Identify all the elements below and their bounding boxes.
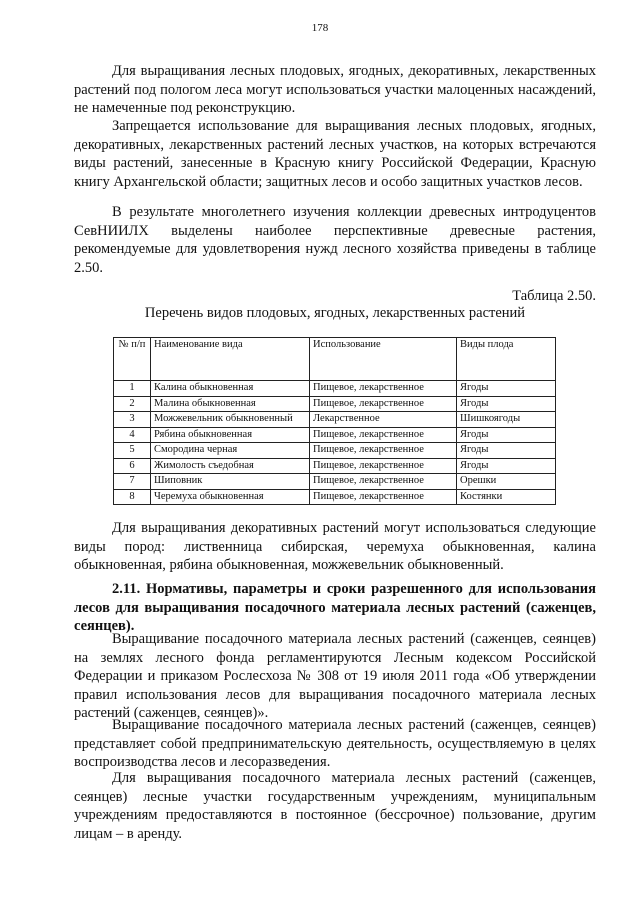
header-num: № п/п — [114, 338, 151, 381]
cell-name: Смородина черная — [151, 443, 310, 459]
cell-use: Пищевое, лекарственное — [310, 458, 457, 474]
cell-name: Калина обыкновенная — [151, 381, 310, 397]
table-row — [114, 381, 556, 397]
cell-use: Пищевое, лекарственное — [310, 381, 457, 397]
cell-use: Пищевое, лекарственное — [310, 396, 457, 412]
table-row — [114, 427, 556, 443]
table-label: Таблица 2.50. — [512, 288, 596, 304]
cell-use: Пищевое, лекарственное — [310, 427, 457, 443]
cell-use: Пищевое, лекарственное — [310, 443, 457, 459]
cell-fruit: Ягоды — [457, 427, 556, 443]
cell-fruit: Орешки — [457, 474, 556, 490]
cell-name: Можжевельник обыкновенный — [151, 412, 310, 428]
cell-num: 8 — [114, 489, 151, 505]
paragraph-decorative: Для выращивания декоративных растений могут использоваться следующие виды пород: лиственница сибирская, черемуха обыкновенная, калина обыкновенная, рябина обыкновенная, можжевельник обыкновенный. — [74, 520, 596, 574]
species-table — [113, 337, 556, 505]
header-use: Использование — [310, 338, 457, 381]
table-row — [114, 458, 556, 474]
paragraph-6: Для выращивания посадочного материала лесных растений (саженцев, сеянцев) лесные участки государственным учреждениям, муниципальным учреждениям предоставляются в постоянное (бессрочное) пользование, другим лицам – в аренду. — [74, 770, 596, 842]
table-row — [114, 489, 556, 505]
cell-num: 5 — [114, 443, 151, 459]
cell-num: 3 — [114, 412, 151, 428]
section-heading-2-11: 2.11. Нормативы, параметры и сроки разрешенного для использования лесов для выращивания посадочного материала лесных растений (саженцев, сеянцев). — [74, 581, 596, 635]
cell-name: Шиповник — [151, 474, 310, 490]
cell-num: 1 — [114, 381, 151, 397]
cell-name: Жимолость съедобная — [151, 458, 310, 474]
header-fruit: Виды плода — [457, 338, 556, 381]
paragraph-3: В результате многолетнего изучения коллекции древесных интродуцентов СевНИИЛХ выделены наиболее перспективные древесные растения, рекомендуемые для удовлетворения нужд лесного хозяйства приведены в таблице 2.50. — [74, 204, 596, 276]
table-row — [114, 474, 556, 490]
cell-fruit: Ягоды — [457, 458, 556, 474]
paragraph-5: Выращивание посадочного материала лесных растений (саженцев, сеянцев) представляет собой предпринимательскую деятельность, осуществляемую в целях воспроизводства лесов и лесоразведения. — [74, 717, 596, 771]
cell-fruit: Ягоды — [457, 381, 556, 397]
table-header-row — [114, 338, 556, 381]
cell-fruit: Ягоды — [457, 443, 556, 459]
paragraph-1: Для выращивания лесных плодовых, ягодных, декоративных, лекарственных растений под пологом леса могут использоваться участки малоценных насаждений, не намеченные под реконструкцию. — [74, 63, 596, 117]
cell-name: Рябина обыкновенная — [151, 427, 310, 443]
cell-use: Лекарственное — [310, 412, 457, 428]
cell-fruit: Ягоды — [457, 396, 556, 412]
paragraph-2: Запрещается использование для выращивания лесных плодовых, ягодных, декоративных, лекарственных растений лесных участков, на которых встречаются виды растений, занесенные в Красную книгу Российской Федерации, Красную книгу Архангельской области; защитных лесов и особо защитных участков лесов. — [74, 118, 596, 190]
cell-fruit: Шишкоягоды — [457, 412, 556, 428]
table-row — [114, 396, 556, 412]
paragraph-4: Выращивание посадочного материала лесных растений (саженцев, сеянцев) на землях лесного фонда регламентируются Лесным кодексом Российской Федерации и приказом Рослесхоза № 308 от 19 июля 2011 года «Об утверждении правил использования лесов для выращивания посадочного материала лесных растений (саженцев, сеянцев)». — [74, 631, 596, 722]
table-row — [114, 443, 556, 459]
cell-num: 4 — [114, 427, 151, 443]
cell-name: Малина обыкновенная — [151, 396, 310, 412]
cell-num: 6 — [114, 458, 151, 474]
cell-num: 2 — [114, 396, 151, 412]
cell-use: Пищевое, лекарственное — [310, 474, 457, 490]
cell-num: 7 — [114, 474, 151, 490]
cell-fruit: Костянки — [457, 489, 556, 505]
header-name: Наименование вида — [151, 338, 310, 381]
table-title: Перечень видов плодовых, ягодных, лекарственных растений — [144, 305, 526, 321]
table-row — [114, 412, 556, 428]
cell-use: Пищевое, лекарственное — [310, 489, 457, 505]
cell-name: Черемуха обыкновенная — [151, 489, 310, 505]
page-number: 178 — [311, 22, 329, 34]
